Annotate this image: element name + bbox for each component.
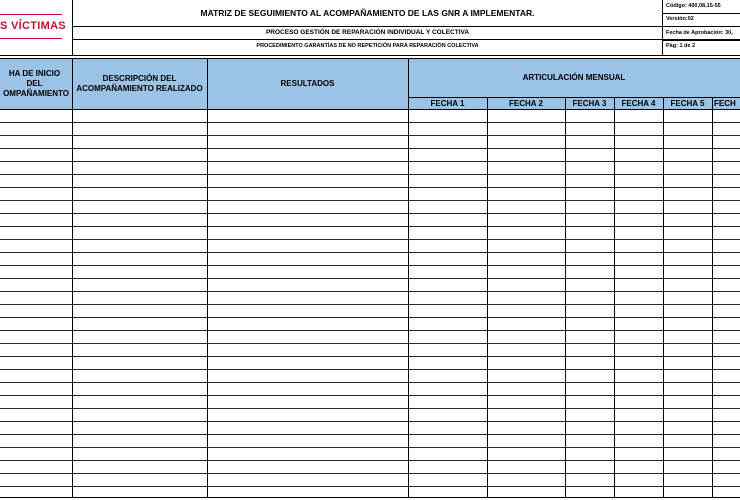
table-row-line-24 bbox=[0, 434, 740, 435]
title-rule bbox=[72, 26, 740, 27]
header-bottom-rule bbox=[0, 55, 740, 56]
column-header-fecha-1: FECHA 1 bbox=[408, 98, 487, 109]
procedure-name: PROCEDIMIENTO GARANTÍAS DE NO REPETICIÓN PARA REPARACIÓN COLECTIVA bbox=[256, 43, 479, 49]
table-row-line-11 bbox=[0, 265, 740, 266]
table-row-line-19 bbox=[0, 369, 740, 370]
table-row-line-7 bbox=[0, 213, 740, 214]
table-row-line-6 bbox=[0, 200, 740, 201]
table-row-line-10 bbox=[0, 252, 740, 253]
table-row-line-9 bbox=[0, 239, 740, 240]
meta-rule-3 bbox=[662, 40, 740, 41]
grid-top-rule bbox=[0, 58, 740, 59]
process-name: PROCESO GESTIÓN DE REPARACIÓN INDIVIDUAL Y COLECTIVA bbox=[265, 29, 470, 36]
logo-top-rule bbox=[0, 14, 62, 15]
approval-date: Fecha de Aprobación: 30, bbox=[666, 30, 733, 36]
table-row-line-15 bbox=[0, 317, 740, 318]
table-row-line-21 bbox=[0, 395, 740, 396]
column-header-description-line1: DESCRIPCIÓN DEL bbox=[102, 74, 177, 83]
table-row-line-17 bbox=[0, 343, 740, 344]
column-header-monthly: ARTICULACIÓN MENSUAL bbox=[408, 59, 740, 97]
table-row-line-4 bbox=[0, 174, 740, 175]
grid-date-col-line-2 bbox=[614, 97, 615, 497]
table-row-line-22 bbox=[0, 408, 740, 409]
table-row-line-18 bbox=[0, 356, 740, 357]
column-header-description-line2: ACOMPAÑAMIENTO REALIZADO bbox=[76, 84, 203, 93]
table-row-line-27 bbox=[0, 473, 740, 474]
page-number: Pág: 1 de 2 bbox=[666, 43, 696, 49]
grid-date-col-line-0 bbox=[487, 97, 488, 497]
column-header-start-date-line2: OMPAÑAMIENTO bbox=[3, 89, 69, 98]
table-row-line-16 bbox=[0, 330, 740, 331]
table-row-line-20 bbox=[0, 382, 740, 383]
column-header-results: RESULTADOS bbox=[207, 59, 408, 109]
table-row-line-23 bbox=[0, 421, 740, 422]
grid-date-col-line-4 bbox=[712, 97, 713, 497]
column-header-fecha-3: FECHA 3 bbox=[565, 98, 614, 109]
grid-bottom-rule bbox=[0, 497, 740, 498]
logo-text: S VÍCTIMAS bbox=[0, 20, 66, 32]
process-rule bbox=[72, 39, 740, 40]
table-row-line-25 bbox=[0, 447, 740, 448]
column-header-fecha-2: FECHA 2 bbox=[487, 98, 565, 109]
document-version: Versión:02 bbox=[666, 16, 694, 22]
table-row-line-12 bbox=[0, 278, 740, 279]
document-title: MATRIZ DE SEGUIMIENTO AL ACOMPAÑAMIENTO DE LAS GNR A IMPLEMENTAR. bbox=[200, 8, 535, 18]
table-row-line-26 bbox=[0, 460, 740, 461]
meta-rule-1 bbox=[662, 13, 740, 14]
document-header bbox=[0, 0, 740, 56]
table-row-line-1 bbox=[0, 135, 740, 136]
table-row-line-14 bbox=[0, 304, 740, 305]
table-row-line-13 bbox=[0, 291, 740, 292]
grid-date-col-line-3 bbox=[663, 97, 664, 497]
monthly-split-rule bbox=[408, 97, 740, 98]
grid-date-col-line-1 bbox=[565, 97, 566, 497]
table-row-line-3 bbox=[0, 161, 740, 162]
column-header-fecha-6: FECH bbox=[712, 98, 740, 109]
column-header-fecha-5: FECHA 5 bbox=[663, 98, 712, 109]
column-header-start-date-line1: HA DE INICIO DEL bbox=[8, 69, 61, 88]
header-bottom-grid-rule bbox=[0, 109, 740, 110]
table-row-line-8 bbox=[0, 226, 740, 227]
logo bbox=[0, 0, 72, 56]
table-row-line-28 bbox=[0, 486, 740, 487]
table-row-line-2 bbox=[0, 148, 740, 149]
table-row-line-5 bbox=[0, 187, 740, 188]
document-code: Código: 400,08,15-55 bbox=[666, 3, 721, 9]
logo-bottom-rule bbox=[0, 38, 62, 39]
column-header-fecha-4: FECHA 4 bbox=[614, 98, 663, 109]
table-row-line-0 bbox=[0, 122, 740, 123]
